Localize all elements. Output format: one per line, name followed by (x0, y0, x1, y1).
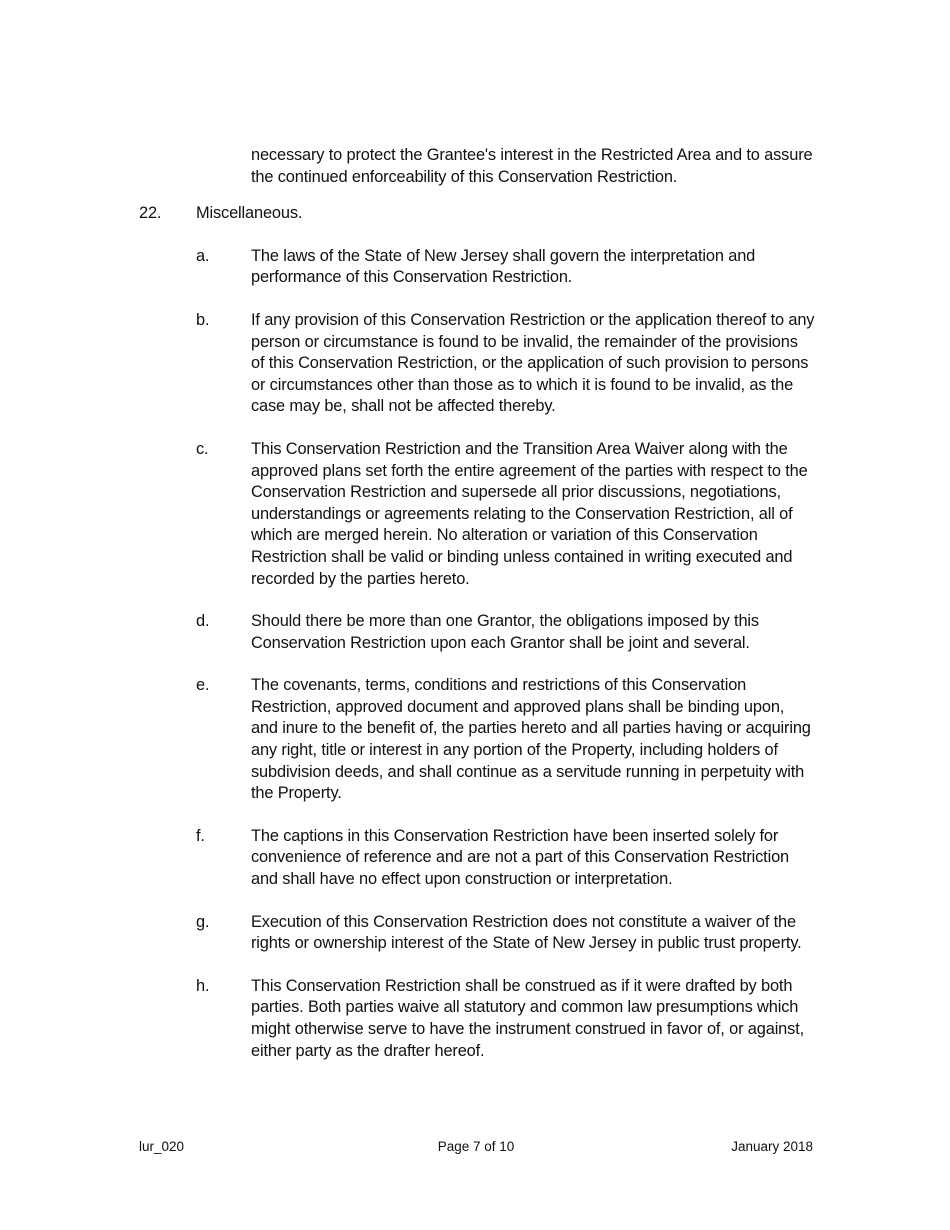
form-id: lur_020 (139, 1139, 185, 1154)
item-letter: a. (196, 246, 210, 265)
item-text: Should there be more than one Grantor, the obligations imposed by this Conservation Restriction upon each Grantor shall be joint and several. (251, 612, 759, 652)
list-item-f (196, 826, 815, 891)
item-letter: d. (196, 612, 210, 631)
list-item-g (196, 912, 815, 955)
document-body (139, 145, 815, 1062)
item-text: Execution of this Conservation Restriction does not constitute a waiver of the rights or ownership interest of the State of New Jersey in public trust property. (251, 912, 802, 953)
list-item-c (196, 439, 815, 590)
item-text: This Conservation Restriction shall be construed as if it were drafted by both parties. Both parties waive all statutory and common law presumptions which might otherwise serve to have the instrument construed in favor of, or against, either party as the drafter hereof. (251, 976, 805, 1060)
item-text: This Conservation Restriction and the Transition Area Waiver along with the approved plans set forth the entire agreement of the parties with respect to the Conservation Restriction and supersede all prior discussions, negotiations, understandings or agreements relating to the Conservation Restriction, all of which are merged herein. No alteration or variation of this Conservation Restriction shall be valid or binding unless contained in writing executed and recorded by the parties hereto. (251, 439, 808, 588)
item-letter: h. (196, 976, 210, 995)
list-item-e (196, 675, 815, 805)
section-title: Miscellaneous. (196, 204, 303, 223)
list-item-h (196, 976, 815, 1062)
section-heading (139, 203, 815, 225)
item-letter: c. (196, 439, 209, 458)
item-text: The laws of the State of New Jersey shall govern the interpretation and performance of this Conservation Restriction. (251, 246, 756, 287)
item-letter: f. (196, 826, 205, 845)
item-text: The captions in this Conservation Restriction have been inserted solely for convenience of reference and are not a part of this Conservation Restriction and shall have no effect upon construction or interpretation. (251, 826, 789, 889)
item-text: The covenants, terms, conditions and restrictions of this Conservation Restriction, approved document and approved plans shall be binding upon, and inure to the benefit of, the parties hereto and all parties having or acquiring any right, title or interest in any portion of the Property, including holders of subdivision deeds, and shall continue as a servitude running in perpetuity with the Property. (251, 676, 811, 803)
list-item-d (196, 611, 815, 654)
list-item-b (196, 310, 815, 418)
item-letter: e. (196, 676, 210, 695)
continued-paragraph: necessary to protect the Grantee's interest in the Restricted Area and to assure the continued enforceability of this Conservation Restriction. (251, 146, 813, 186)
item-text: If any provision of this Conservation Restriction or the application thereof to any person or circumstance is found to be invalid, the remainder of the provisions of this Conservation Restriction, or the application of such provision to persons or circumstances other than those as to which it is found to be invalid, as the case may be, shall not be affected thereby. (251, 310, 815, 416)
footer-date: January 2018 (731, 1139, 813, 1154)
item-letter: g. (196, 912, 210, 931)
list-item-a (196, 246, 815, 289)
page-footer (139, 1138, 813, 1158)
page-number: Page 7 of 10 (437, 1139, 515, 1154)
section-number: 22. (139, 204, 162, 223)
item-letter: b. (196, 310, 210, 329)
